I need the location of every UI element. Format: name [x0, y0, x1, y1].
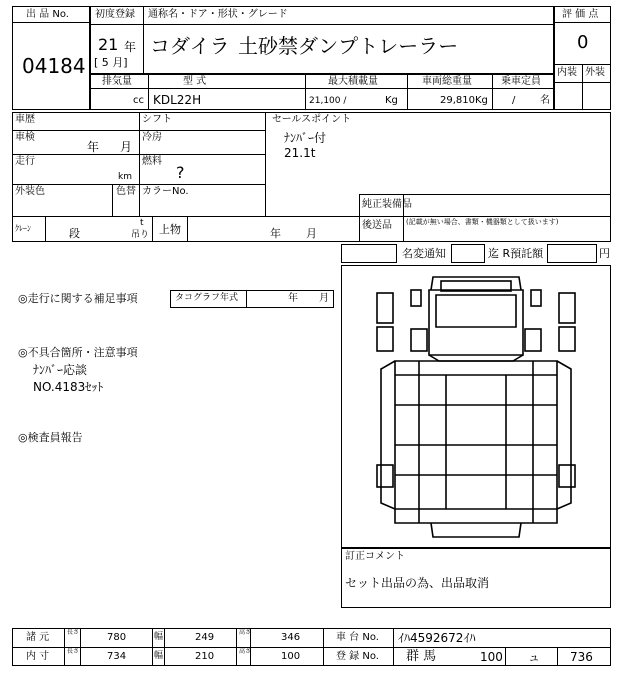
- model-value: KDL22H: [153, 93, 202, 107]
- gross-weight-value: 29,810: [440, 95, 475, 106]
- defect-line-2: NO.4183ｾｯﾄ: [33, 380, 104, 394]
- spec-width-value: 249: [195, 632, 215, 643]
- mount-label: 上物: [159, 223, 181, 236]
- spec-length-value: 780: [107, 632, 127, 643]
- cc-unit: cc: [133, 95, 144, 106]
- tacho-month-unit: 月: [319, 293, 329, 304]
- exterior-color-label: 外装色: [15, 186, 45, 197]
- registration-kana: ュ: [528, 650, 541, 664]
- model-label: 型 式: [183, 76, 207, 87]
- registration-number: 736: [570, 650, 593, 664]
- defect-line-1: ﾅﾝﾊﾞｰ応談: [33, 363, 88, 377]
- first-registration-label: 初度登録: [95, 9, 135, 20]
- crane-step-unit: 段: [69, 227, 80, 240]
- deposit-amount-box: [547, 244, 597, 263]
- name-change-date-box: [451, 244, 485, 263]
- inner-row-label: 内 寸: [26, 651, 50, 662]
- color-number-label: カラーNo.: [142, 186, 189, 197]
- capacity-label: 乗車定員: [501, 76, 541, 87]
- delivery-note: (記載が無い場合、書類・機器類として扱います): [406, 218, 559, 226]
- inner-width-label: 幅: [154, 651, 164, 661]
- spec-width-label: 幅: [154, 632, 164, 642]
- lot-number-value: 04184: [22, 54, 86, 78]
- inner-length-label: 長さ: [67, 648, 80, 655]
- first-reg-month: [ 5 月]: [94, 56, 128, 69]
- registration-class: 100: [480, 650, 503, 664]
- equipment-label: 純正装備品: [362, 199, 412, 210]
- first-reg-year-unit: 年: [124, 40, 137, 54]
- mileage-unit: km: [118, 172, 132, 182]
- mount-month-unit: 月: [306, 227, 317, 240]
- spec-height-label: 高さ: [239, 629, 252, 636]
- mount-year-unit: 年: [270, 227, 281, 240]
- spec-row-label: 諸 元: [26, 632, 50, 643]
- vehicle-name-label: 通称名・ドア・形状・グレード: [148, 9, 288, 20]
- sales-point-label: セールスポイント: [272, 114, 352, 125]
- history-label: 車歴: [15, 114, 35, 125]
- yen-unit: 円: [599, 247, 610, 260]
- sales-point-line-2: 21.1t: [284, 146, 316, 160]
- inspector-title: ◎検査員報告: [18, 431, 83, 444]
- registration-region: 群 馬: [406, 649, 437, 664]
- ac-label: 冷房: [142, 132, 162, 143]
- vehicle-inspection-diagram: [341, 265, 611, 548]
- max-load-unit: Kg: [385, 95, 398, 106]
- deposit-label: 迄 R預託額: [488, 247, 544, 260]
- vehicle-body-type: 土砂禁ダンプトレーラー: [238, 34, 459, 58]
- crane-lift-unit: 吊り: [131, 230, 150, 240]
- max-load-value: 21,100 /: [309, 96, 347, 106]
- first-reg-year: 21: [98, 35, 119, 54]
- capacity-value: /: [512, 95, 516, 106]
- delivery-label: 後送品: [362, 220, 392, 231]
- spec-height-value: 346: [281, 632, 301, 643]
- mileage-note-title: ◎走行に関する補足事項: [18, 292, 138, 305]
- gross-weight-label: 車両総重量: [422, 76, 472, 87]
- correction-label: 訂正コメント: [345, 551, 405, 562]
- notice-blank-box: [341, 244, 397, 263]
- vehicle-maker: コダイラ: [150, 34, 230, 58]
- color-change-label: 色替: [116, 186, 136, 197]
- fuel-label: 燃料: [142, 156, 162, 167]
- inspection-month-unit: 月: [120, 140, 133, 154]
- exterior-grade-label: 外装: [585, 67, 605, 78]
- sales-point-line-1: ﾅﾝﾊﾞｰ付: [284, 131, 327, 145]
- inner-height-value: 100: [281, 651, 301, 662]
- crane-label: ｸﾚｰﾝ: [15, 224, 31, 233]
- score-value: 0: [577, 32, 589, 53]
- registration-label: 登 録 No.: [336, 651, 379, 662]
- inner-height-label: 高さ: [239, 648, 252, 655]
- lot-number-label: 出 品 No.: [26, 9, 69, 20]
- name-change-label: 名変通知: [402, 247, 446, 260]
- inspection-year-unit: 年: [87, 140, 100, 154]
- chassis-value: ｲﾊ4592672ｲﾊ: [398, 631, 476, 645]
- inner-width-value: 210: [195, 651, 215, 662]
- score-label: 評 価 点: [562, 9, 599, 20]
- correction-text: セット出品の為、出品取消: [345, 576, 490, 590]
- mileage-label: 走行: [15, 156, 35, 167]
- fuel-value: ?: [176, 163, 185, 182]
- capacity-unit: 名: [540, 95, 550, 106]
- shift-label: シフト: [142, 114, 172, 125]
- tacho-label: タコグラフ年式: [175, 293, 239, 303]
- chassis-label: 車 台 No.: [336, 632, 379, 643]
- inspection-label: 車検: [15, 132, 35, 143]
- spec-length-label: 長さ: [67, 629, 80, 636]
- crane-ton-unit: t: [140, 218, 144, 228]
- defects-title: ◎不具合箇所・注意事項: [18, 346, 138, 359]
- max-load-label: 最大積載量: [328, 76, 378, 87]
- tacho-year-unit: 年: [288, 293, 298, 304]
- inner-length-value: 734: [107, 651, 127, 662]
- gross-weight-unit: Kg: [475, 95, 488, 106]
- interior-grade-label: 内装: [557, 67, 577, 78]
- displacement-label: 排気量: [102, 76, 132, 87]
